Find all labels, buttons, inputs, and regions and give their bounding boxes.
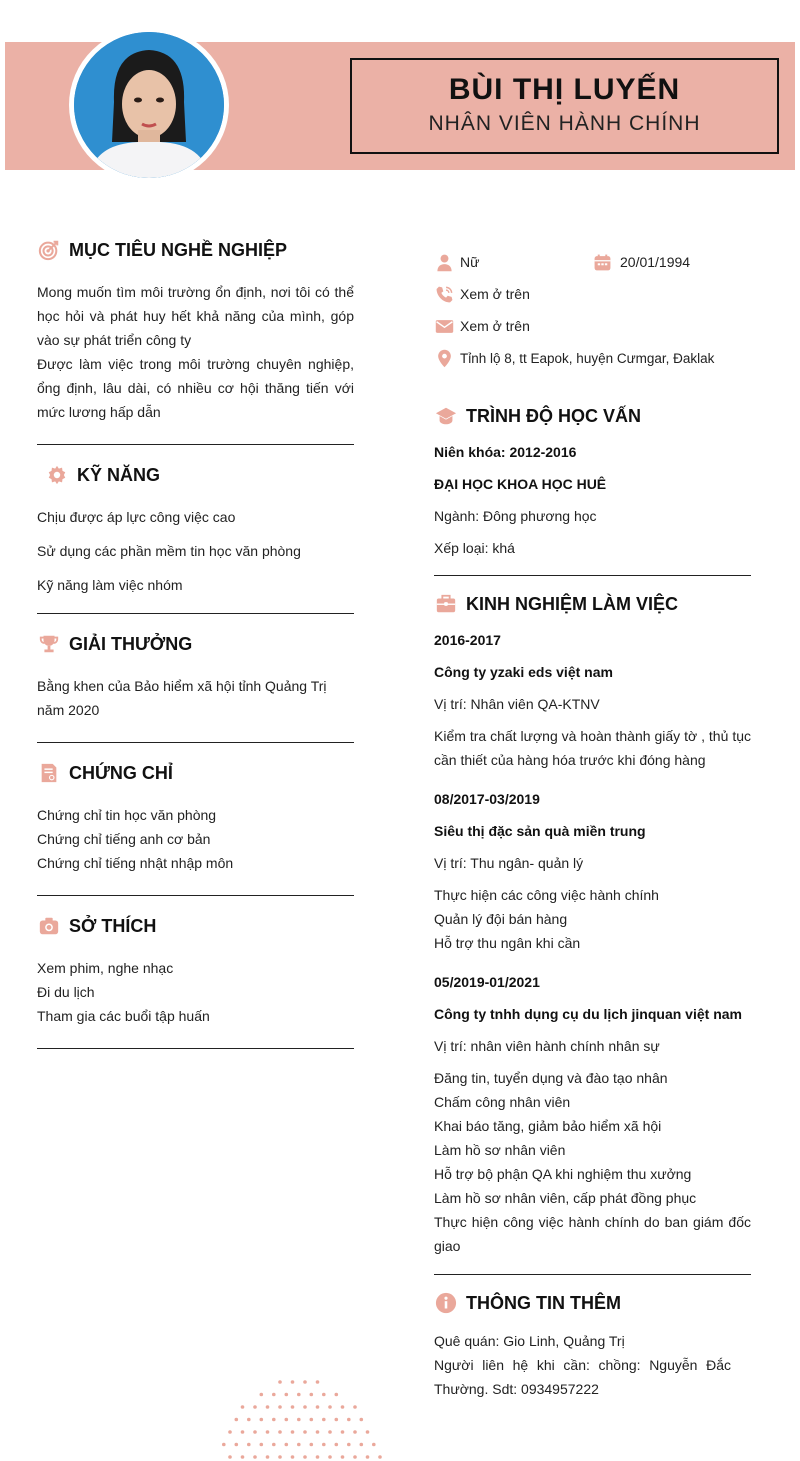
decor-dot: [291, 1380, 295, 1384]
trophy-icon: [37, 632, 61, 656]
education-title: TRÌNH ĐỘ HỌC VẤN: [466, 405, 641, 426]
decor-dot: [322, 1443, 326, 1447]
phone-icon: [434, 284, 454, 304]
decor-dot: [341, 1405, 345, 1409]
hobby-item: Đi du lịch: [37, 984, 95, 1000]
skill-item: Sử dụng các phần mềm tin học văn phòng: [37, 543, 301, 559]
decor-dot: [360, 1418, 364, 1422]
gear-icon: [45, 463, 69, 487]
decor-dot: [366, 1455, 370, 1459]
hobbies-title: SỞ THÍCH: [69, 915, 157, 936]
decor-dot: [347, 1418, 351, 1422]
location-pin-icon: [434, 348, 454, 368]
decor-dot: [241, 1455, 245, 1459]
certificate-item: Chứng chỉ tin học văn phòng: [37, 807, 217, 823]
skills-title: KỸ NĂNG: [77, 464, 161, 485]
decor-dot: [328, 1405, 332, 1409]
decor-dot: [241, 1405, 245, 1409]
decor-dot: [253, 1405, 257, 1409]
decor-dot: [316, 1380, 320, 1384]
hobby-item: Tham gia các buổi tập huấn: [37, 1008, 210, 1024]
decor-dot: [278, 1380, 282, 1384]
job-desc: Làm hồ sơ nhân viên, cấp phát đồng phục: [434, 1190, 697, 1206]
decor-dot: [303, 1430, 307, 1434]
target-icon: [37, 238, 61, 262]
divider: [37, 1048, 354, 1049]
job-desc: Chấm công nhân viên: [434, 1094, 571, 1110]
decor-dot: [278, 1405, 282, 1409]
decor-dot: [291, 1430, 295, 1434]
job-period: 2016-2017: [434, 632, 501, 648]
decor-dot: [310, 1418, 314, 1422]
gender-birthday-row: [434, 246, 751, 278]
decor-dot: [253, 1455, 257, 1459]
job-company: Công ty yzaki eds việt nam: [434, 664, 613, 680]
decor-dot: [260, 1418, 264, 1422]
job-position: Vị trí: nhân viên hành chính nhân sự: [434, 1038, 660, 1054]
education-period: Niên khóa: 2012-2016: [434, 444, 577, 460]
decorative-dot-pattern: [205, 1378, 395, 1461]
job-position: Vị trí: Nhân viên QA-KTNV: [434, 696, 600, 712]
certificate-item: Chứng chỉ tiếng nhật nhập môn: [37, 855, 234, 871]
awards-header: [37, 628, 354, 660]
decor-dot: [341, 1430, 345, 1434]
decor-dot: [316, 1405, 320, 1409]
decor-dot: [316, 1430, 320, 1434]
graduation-cap-icon: [434, 404, 458, 428]
hometown: Quê quán: Gio Linh, Quảng Trị: [434, 1333, 625, 1349]
hobbies-header: [37, 910, 354, 942]
decor-dot: [335, 1393, 339, 1397]
decor-dot: [353, 1430, 357, 1434]
decor-dot: [303, 1405, 307, 1409]
decor-dot: [228, 1430, 232, 1434]
decor-dot: [235, 1443, 239, 1447]
decor-dot: [272, 1443, 276, 1447]
email-row: [434, 310, 751, 342]
job-desc: Thực hiện công việc hành chính do ban giám đốc giao: [434, 1214, 751, 1254]
extra-info-title: THÔNG TIN THÊM: [466, 1292, 621, 1313]
decor-dot: [360, 1443, 364, 1447]
briefcase-icon: [434, 592, 458, 616]
decor-dot: [297, 1393, 301, 1397]
job-desc: Đăng tin, tuyển dụng và đào tạo nhân: [434, 1070, 668, 1086]
decor-dot: [322, 1393, 326, 1397]
education-header: [434, 400, 751, 432]
decor-dot: [285, 1418, 289, 1422]
decor-dot: [253, 1430, 257, 1434]
decor-dot: [266, 1455, 270, 1459]
email-icon: [434, 316, 454, 336]
skills-header: [37, 459, 354, 491]
name-box: [350, 58, 779, 154]
decor-dot: [247, 1418, 251, 1422]
email: Xem ở trên: [460, 318, 530, 334]
decor-dot: [328, 1430, 332, 1434]
phone: Xem ở trên: [460, 286, 530, 302]
education-grade: Xếp loại: khá: [434, 540, 515, 556]
job-desc: Thực hiện các công việc hành chính: [434, 887, 659, 903]
decor-dot: [266, 1405, 270, 1409]
award-text: Bằng khen của Bảo hiểm xã hội tỉnh Quảng Trị năm 2020: [37, 678, 327, 718]
objective-title: MỤC TIÊU NGHỀ NGHIỆP: [69, 239, 288, 260]
profile-photo: [74, 32, 224, 178]
objective-header: [37, 234, 354, 266]
info-icon: [434, 1291, 458, 1315]
decor-dot: [347, 1443, 351, 1447]
decor-dot: [303, 1380, 307, 1384]
decor-dot: [297, 1418, 301, 1422]
decor-dot: [278, 1430, 282, 1434]
emergency-contact: Người liên hệ khi cần: chồng: Nguyễn Đắc Thường. Sdt: 0934957222: [434, 1357, 731, 1397]
job-position: Vị trí: Thu ngân- quản lý: [434, 855, 584, 871]
decor-dot: [372, 1443, 376, 1447]
decor-dot: [303, 1455, 307, 1459]
job-desc: Hỗ trợ thu ngân khi cần: [434, 935, 581, 951]
decor-dot: [366, 1430, 370, 1434]
decor-dot: [260, 1443, 264, 1447]
education-school: ĐẠI HỌC KHOA HỌC HUÊ: [434, 476, 607, 492]
person-icon: [434, 252, 454, 272]
left-column: [37, 234, 354, 1049]
decor-dot: [322, 1418, 326, 1422]
decor-dot: [291, 1405, 295, 1409]
job-company: Công ty tnhh dụng cụ du lịch jinquan việt nam: [434, 1006, 742, 1022]
hobby-item: Xem phim, nghe nhạc: [37, 960, 174, 976]
decor-dot: [260, 1393, 264, 1397]
decor-dot: [222, 1443, 226, 1447]
birthday: 20/01/1994: [620, 254, 691, 270]
portrait-illustration: [74, 32, 224, 178]
job-period: 05/2019-01/2021: [434, 974, 540, 990]
right-column: [434, 246, 751, 1401]
job-desc: Khai báo tăng, giảm bảo hiểm xã hội: [434, 1118, 662, 1134]
objective-text-2: Được làm việc trong môi trường chuyên nghiệp, ổng định, lâu dài, có nhiều cơ hội thăng tiến với mức lương hấp dẫn: [37, 356, 354, 420]
full-name: BÙI THỊ LUYẾN: [448, 73, 681, 106]
avatar: [69, 27, 229, 183]
objective-text-1: Mong muốn tìm môi trường ổn định, nơi tôi có thể học hỏi và phát huy hết khả năng của mình, góp vào sự phát triển công ty: [37, 284, 354, 348]
education-major: Ngành: Đông phương học: [434, 508, 597, 524]
experience-title: KINH NGHIỆM LÀM VIỆC: [466, 593, 679, 614]
awards-title: GIẢI THƯỞNG: [69, 633, 193, 654]
job-company: Siêu thị đặc sản quà miền trung: [434, 823, 646, 839]
camera-icon: [37, 914, 61, 938]
decor-dot: [335, 1418, 339, 1422]
address-row: [434, 342, 751, 374]
certificates-header: [37, 757, 354, 789]
decor-dot: [341, 1455, 345, 1459]
skill-item: Chịu được áp lực công việc cao: [37, 509, 236, 525]
decor-dot: [328, 1455, 332, 1459]
job-desc: Quản lý đội bán hàng: [434, 911, 568, 927]
decor-dot: [335, 1443, 339, 1447]
skill-item: Kỹ năng làm việc nhóm: [37, 577, 183, 593]
decor-dot: [353, 1405, 357, 1409]
decor-dot: [266, 1430, 270, 1434]
decor-dot: [291, 1455, 295, 1459]
decor-dot: [310, 1443, 314, 1447]
certificate-item: Chứng chỉ tiếng anh cơ bản: [37, 831, 211, 847]
decor-dot: [228, 1455, 232, 1459]
experience-header: [434, 588, 751, 620]
decor-dot: [310, 1393, 314, 1397]
job-desc: Hỗ trợ bộ phận QA khi nghiệm thu xưởng: [434, 1166, 692, 1182]
decor-dot: [297, 1443, 301, 1447]
decor-dot: [285, 1443, 289, 1447]
decor-dot: [272, 1418, 276, 1422]
gender: Nữ: [460, 254, 480, 270]
job-desc: Kiểm tra chất lượng và hoàn thành giấy tờ , thủ tục cần thiết của hàng hóa trước khi đóng hàng: [434, 728, 751, 768]
decor-dot: [285, 1393, 289, 1397]
decor-dot: [353, 1455, 357, 1459]
address: Tỉnh lộ 8, tt Eapok, huyện Cưmgar, Đaklak: [460, 350, 715, 366]
job-period: 08/2017-03/2019: [434, 791, 540, 807]
extra-info-header: [434, 1287, 751, 1319]
decor-dot: [278, 1455, 282, 1459]
decor-dot: [241, 1430, 245, 1434]
certificates-title: CHỨNG CHỈ: [69, 762, 173, 783]
certificate-icon: [37, 761, 61, 785]
calendar-icon: [592, 252, 612, 272]
job-title: NHÂN VIÊN HÀNH CHÍNH: [428, 112, 701, 135]
decor-dot: [316, 1455, 320, 1459]
decor-dot: [272, 1393, 276, 1397]
phone-row: [434, 278, 751, 310]
decor-dot: [247, 1443, 251, 1447]
decor-dot: [378, 1455, 382, 1459]
job-desc: Làm hồ sơ nhân viên: [434, 1142, 566, 1158]
decor-dot: [235, 1418, 239, 1422]
